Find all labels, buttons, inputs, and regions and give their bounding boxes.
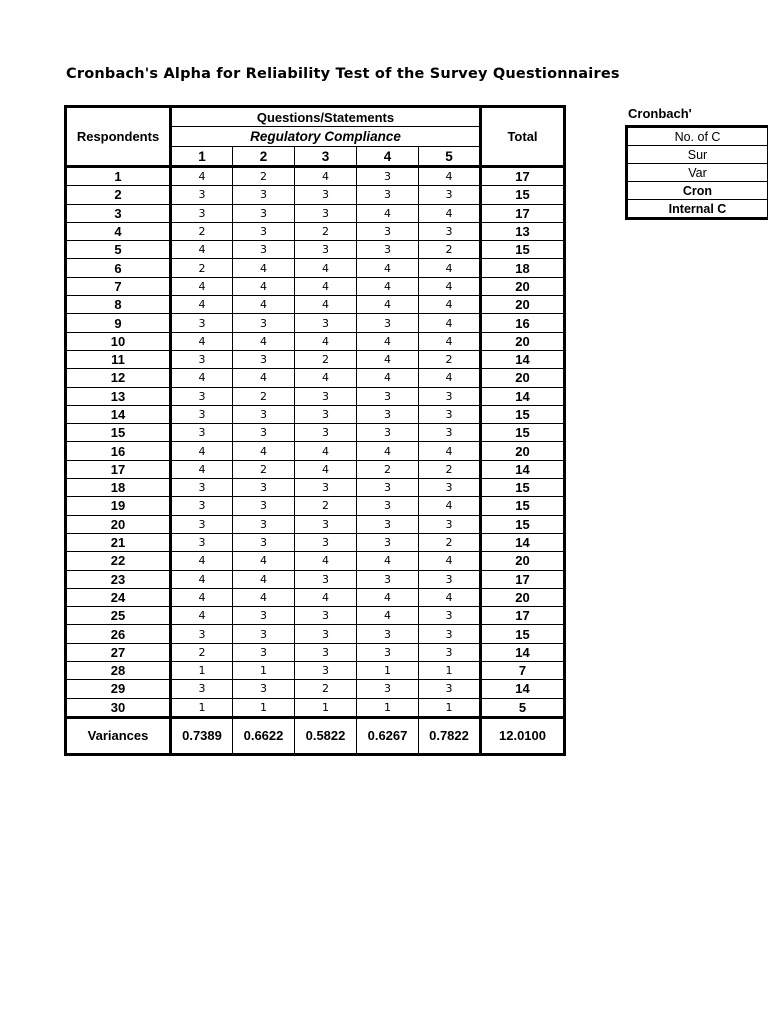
answer-cell: 3 (295, 241, 357, 259)
question-number: 5 (419, 147, 481, 167)
answer-cell: 3 (171, 405, 233, 423)
answer-cell: 3 (171, 533, 233, 551)
answer-cell: 1 (233, 662, 295, 680)
table-row (66, 350, 565, 368)
table-row (66, 643, 565, 661)
cronbach-row-label: No. of C (627, 127, 768, 146)
table-row (66, 332, 565, 350)
table-row (66, 204, 565, 222)
respondent-id: 24 (66, 588, 171, 606)
answer-cell: 4 (171, 332, 233, 350)
answer-cell: 4 (357, 369, 419, 387)
answer-cell: 4 (171, 369, 233, 387)
respondent-id: 21 (66, 533, 171, 551)
respondent-id: 7 (66, 277, 171, 295)
row-total: 15 (481, 186, 565, 204)
answer-cell: 3 (295, 662, 357, 680)
variances-label: Variances (66, 717, 171, 754)
row-total: 14 (481, 533, 565, 551)
answer-cell: 3 (419, 424, 481, 442)
answer-cell: 4 (233, 552, 295, 570)
cronbach-summary-panel (625, 125, 768, 223)
answer-cell: 3 (419, 387, 481, 405)
answer-cell: 4 (171, 167, 233, 186)
answer-cell: 2 (419, 241, 481, 259)
answer-cell: 4 (295, 277, 357, 295)
row-total: 14 (481, 350, 565, 368)
cronbach-row-label: Var (627, 164, 768, 182)
answer-cell: 4 (357, 350, 419, 368)
total-header: Total (481, 107, 565, 167)
answer-cell: 3 (233, 204, 295, 222)
table-row (66, 314, 565, 332)
question-number: 1 (171, 147, 233, 167)
answer-cell: 4 (295, 442, 357, 460)
answer-cell: 4 (233, 296, 295, 314)
respondent-id: 20 (66, 515, 171, 533)
table-row (66, 167, 565, 186)
table-row (66, 625, 565, 643)
row-total: 17 (481, 607, 565, 625)
answer-cell: 3 (171, 387, 233, 405)
answer-cell: 3 (295, 204, 357, 222)
answer-cell: 3 (295, 314, 357, 332)
answer-cell: 2 (295, 222, 357, 240)
answer-cell: 4 (171, 241, 233, 259)
answer-cell: 3 (233, 625, 295, 643)
answer-cell: 3 (295, 387, 357, 405)
respondent-id: 26 (66, 625, 171, 643)
row-total: 16 (481, 314, 565, 332)
answer-cell: 2 (171, 259, 233, 277)
answer-cell: 4 (419, 588, 481, 606)
survey-table (64, 105, 566, 756)
answer-cell: 4 (419, 332, 481, 350)
answer-cell: 2 (171, 222, 233, 240)
answer-cell: 3 (233, 241, 295, 259)
row-total: 20 (481, 277, 565, 295)
answer-cell: 1 (233, 698, 295, 717)
table-row (66, 479, 565, 497)
row-total: 5 (481, 698, 565, 717)
answer-cell: 4 (295, 332, 357, 350)
row-total: 15 (481, 497, 565, 515)
page-title: Cronbach's Alpha for Reliability Test of the Survey Questionnaires (66, 66, 620, 82)
answer-cell: 4 (295, 259, 357, 277)
answer-cell: 4 (419, 314, 481, 332)
answer-cell: 4 (357, 552, 419, 570)
question-number: 3 (295, 147, 357, 167)
row-total: 15 (481, 515, 565, 533)
answer-cell: 4 (171, 588, 233, 606)
variance-value: 0.6267 (357, 717, 419, 754)
answer-cell: 3 (171, 515, 233, 533)
answer-cell: 3 (419, 607, 481, 625)
row-total: 15 (481, 405, 565, 423)
answer-cell: 4 (171, 442, 233, 460)
answer-cell: 1 (295, 698, 357, 717)
table-row (66, 552, 565, 570)
respondent-id: 6 (66, 259, 171, 277)
table-row (66, 497, 565, 515)
answer-cell: 3 (357, 314, 419, 332)
respondent-id: 28 (66, 662, 171, 680)
answer-cell: 3 (357, 625, 419, 643)
table-row (66, 588, 565, 606)
answer-cell: 3 (233, 497, 295, 515)
answer-cell: 3 (357, 680, 419, 698)
answer-cell: 4 (171, 552, 233, 570)
answer-cell: 2 (171, 643, 233, 661)
answer-cell: 4 (357, 588, 419, 606)
row-total: 20 (481, 588, 565, 606)
table-row (66, 460, 565, 478)
answer-cell: 3 (295, 625, 357, 643)
answer-cell: 4 (357, 204, 419, 222)
answer-cell: 4 (233, 588, 295, 606)
variance-value: 0.6622 (233, 717, 295, 754)
table-row (66, 662, 565, 680)
variance-value: 0.7389 (171, 717, 233, 754)
table-row (66, 186, 565, 204)
answer-cell: 4 (295, 460, 357, 478)
row-total: 20 (481, 552, 565, 570)
respondent-id: 30 (66, 698, 171, 717)
answer-cell: 3 (233, 643, 295, 661)
row-total: 14 (481, 387, 565, 405)
respondent-id: 16 (66, 442, 171, 460)
answer-cell: 3 (171, 314, 233, 332)
table-row (66, 369, 565, 387)
row-total: 14 (481, 643, 565, 661)
answer-cell: 2 (233, 387, 295, 405)
cronbach-row-label: Sur (627, 146, 768, 164)
answer-cell: 3 (233, 533, 295, 551)
answer-cell: 3 (357, 533, 419, 551)
respondent-id: 15 (66, 424, 171, 442)
variance-value: 0.5822 (295, 717, 357, 754)
table-row (66, 607, 565, 625)
answer-cell: 3 (357, 241, 419, 259)
answer-cell: 4 (295, 296, 357, 314)
respondent-id: 17 (66, 460, 171, 478)
answer-cell: 2 (419, 533, 481, 551)
row-total: 15 (481, 625, 565, 643)
answer-cell: 3 (295, 607, 357, 625)
answer-cell: 3 (357, 405, 419, 423)
table-row (66, 222, 565, 240)
answer-cell: 4 (357, 277, 419, 295)
table-row (66, 698, 565, 717)
row-total: 13 (481, 222, 565, 240)
answer-cell: 1 (357, 662, 419, 680)
answer-cell: 1 (171, 698, 233, 717)
answer-cell: 4 (419, 259, 481, 277)
answer-cell: 3 (171, 350, 233, 368)
answer-cell: 3 (357, 479, 419, 497)
answer-cell: 4 (233, 277, 295, 295)
answer-cell: 3 (295, 570, 357, 588)
respondent-id: 25 (66, 607, 171, 625)
row-total: 18 (481, 259, 565, 277)
answer-cell: 4 (357, 259, 419, 277)
answer-cell: 3 (233, 405, 295, 423)
answer-cell: 2 (295, 680, 357, 698)
answer-cell: 3 (171, 204, 233, 222)
answer-cell: 3 (233, 680, 295, 698)
answer-cell: 4 (357, 442, 419, 460)
answer-cell: 3 (419, 515, 481, 533)
row-total: 14 (481, 460, 565, 478)
answer-cell: 3 (419, 680, 481, 698)
answer-cell: 4 (171, 460, 233, 478)
row-total: 15 (481, 424, 565, 442)
answer-cell: 3 (295, 515, 357, 533)
respondent-id: 27 (66, 643, 171, 661)
answer-cell: 4 (357, 607, 419, 625)
answer-cell: 4 (419, 369, 481, 387)
respondent-id: 18 (66, 479, 171, 497)
table-row (66, 405, 565, 423)
question-number: 4 (357, 147, 419, 167)
row-total: 20 (481, 442, 565, 460)
respondent-id: 29 (66, 680, 171, 698)
answer-cell: 2 (419, 460, 481, 478)
answer-cell: 3 (357, 497, 419, 515)
respondent-id: 19 (66, 497, 171, 515)
respondent-id: 1 (66, 167, 171, 186)
answer-cell: 3 (295, 186, 357, 204)
answer-cell: 3 (419, 222, 481, 240)
respondent-id: 13 (66, 387, 171, 405)
answer-cell: 4 (171, 277, 233, 295)
answer-cell: 4 (233, 259, 295, 277)
answer-cell: 3 (295, 424, 357, 442)
answer-cell: 3 (419, 625, 481, 643)
answer-cell: 3 (171, 497, 233, 515)
answer-cell: 2 (295, 497, 357, 515)
row-total: 17 (481, 167, 565, 186)
answer-cell: 3 (357, 570, 419, 588)
table-row (66, 570, 565, 588)
answer-cell: 3 (357, 515, 419, 533)
respondent-id: 8 (66, 296, 171, 314)
row-total: 15 (481, 479, 565, 497)
answer-cell: 4 (171, 570, 233, 588)
respondents-header: Respondents (66, 107, 171, 167)
respondent-id: 22 (66, 552, 171, 570)
answer-cell: 3 (295, 643, 357, 661)
answer-cell: 3 (171, 479, 233, 497)
cronbach-title: Cronbach' (628, 106, 692, 121)
table-row (66, 442, 565, 460)
answer-cell: 3 (357, 186, 419, 204)
answer-cell: 4 (419, 296, 481, 314)
answer-cell: 4 (295, 369, 357, 387)
answer-cell: 1 (419, 698, 481, 717)
questions-header: Questions/Statements (171, 107, 481, 127)
answer-cell: 3 (357, 222, 419, 240)
respondent-id: 3 (66, 204, 171, 222)
table-row (66, 259, 565, 277)
answer-cell: 4 (419, 442, 481, 460)
table-row (66, 515, 565, 533)
answer-cell: 3 (357, 643, 419, 661)
answer-cell: 1 (357, 698, 419, 717)
answer-cell: 3 (357, 167, 419, 186)
answer-cell: 3 (233, 222, 295, 240)
answer-cell: 3 (171, 186, 233, 204)
answer-cell: 3 (295, 405, 357, 423)
row-total: 20 (481, 332, 565, 350)
answer-cell: 3 (233, 479, 295, 497)
answer-cell: 3 (171, 424, 233, 442)
cronbach-row-label: Cron (627, 182, 768, 200)
answer-cell: 3 (171, 625, 233, 643)
answer-cell: 2 (419, 350, 481, 368)
answer-cell: 1 (419, 662, 481, 680)
respondent-id: 2 (66, 186, 171, 204)
answer-cell: 4 (295, 588, 357, 606)
table-row (66, 296, 565, 314)
table-row (66, 424, 565, 442)
answer-cell: 4 (419, 497, 481, 515)
answer-cell: 3 (233, 424, 295, 442)
answer-cell: 4 (171, 296, 233, 314)
answer-cell: 4 (171, 607, 233, 625)
row-total: 7 (481, 662, 565, 680)
answer-cell: 3 (419, 186, 481, 204)
answer-cell: 3 (419, 643, 481, 661)
answer-cell: 4 (357, 332, 419, 350)
respondent-id: 14 (66, 405, 171, 423)
question-number: 2 (233, 147, 295, 167)
respondent-id: 23 (66, 570, 171, 588)
row-total: 20 (481, 296, 565, 314)
answer-cell: 4 (233, 332, 295, 350)
table-row (66, 387, 565, 405)
answer-cell: 3 (233, 515, 295, 533)
answer-cell: 3 (171, 680, 233, 698)
table-row (66, 241, 565, 259)
answer-cell: 4 (419, 277, 481, 295)
answer-cell: 3 (233, 186, 295, 204)
row-total: 17 (481, 570, 565, 588)
variances-row (66, 717, 565, 754)
table-row (66, 277, 565, 295)
answer-cell: 1 (171, 662, 233, 680)
answer-cell: 4 (233, 369, 295, 387)
row-total: 17 (481, 204, 565, 222)
answer-cell: 2 (295, 350, 357, 368)
table-row (66, 533, 565, 551)
answer-cell: 3 (233, 350, 295, 368)
answer-cell: 3 (419, 570, 481, 588)
row-total: 14 (481, 680, 565, 698)
cronbach-table (625, 125, 768, 220)
row-total: 20 (481, 369, 565, 387)
answer-cell: 2 (233, 460, 295, 478)
answer-cell: 4 (295, 552, 357, 570)
answer-cell: 4 (295, 167, 357, 186)
cronbach-row-label: Internal C (627, 200, 768, 219)
answer-cell: 4 (419, 167, 481, 186)
respondent-id: 11 (66, 350, 171, 368)
variance-value: 0.7822 (419, 717, 481, 754)
answer-cell: 3 (357, 387, 419, 405)
answer-cell: 3 (419, 479, 481, 497)
answer-cell: 3 (233, 314, 295, 332)
answer-cell: 3 (419, 405, 481, 423)
answer-cell: 2 (357, 460, 419, 478)
answer-cell: 4 (419, 204, 481, 222)
answer-cell: 2 (233, 167, 295, 186)
answer-cell: 4 (233, 442, 295, 460)
respondent-id: 10 (66, 332, 171, 350)
answer-cell: 3 (295, 533, 357, 551)
answer-cell: 4 (233, 570, 295, 588)
respondent-id: 4 (66, 222, 171, 240)
total-variance: 12.0100 (481, 717, 565, 754)
table-row (66, 680, 565, 698)
answer-cell: 3 (295, 479, 357, 497)
answer-cell: 3 (357, 424, 419, 442)
respondent-id: 5 (66, 241, 171, 259)
answer-cell: 3 (233, 607, 295, 625)
respondent-id: 9 (66, 314, 171, 332)
row-total: 15 (481, 241, 565, 259)
answer-cell: 4 (419, 552, 481, 570)
section-header: Regulatory Compliance (171, 127, 481, 147)
answer-cell: 4 (357, 296, 419, 314)
respondent-id: 12 (66, 369, 171, 387)
